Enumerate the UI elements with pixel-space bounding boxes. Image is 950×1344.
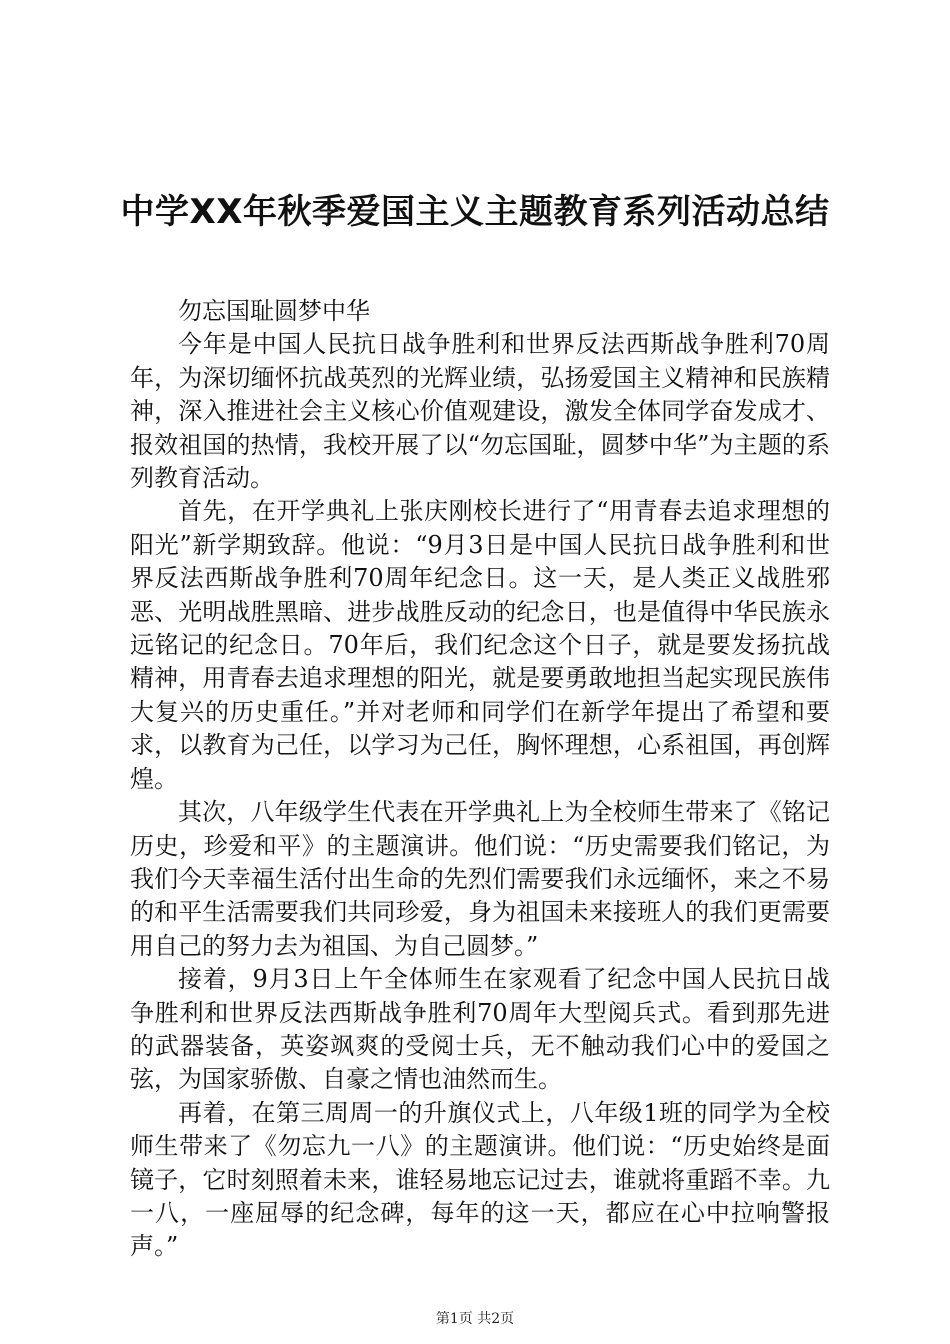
document-body <box>130 295 830 1264</box>
body-paragraph: 接着，9月3日上午全体师生在家观看了纪念中国人民抗日战争胜利和世界反法西斯战争胜利70周年大型阅兵式。看到那先进的武器装备，英姿飒爽的受阅士兵，无不触动我们心中的爱国之弦，为国家骄傲、自豪之情也油然而生。 <box>130 965 830 1094</box>
body-paragraph: 其次，八年级学生代表在开学典礼上为全校师生带来了《铭记历史，珍爱和平》的主题演讲。他们说：“历史需要我们铭记，为我们今天幸福生活付出生命的先烈们需要我们永远缅怀，来之不易的和平生活需要我们共同珍爱，身为祖国未来接班人的我们更需要用自己的努力去为祖国、为自己圆梦。” <box>130 798 830 960</box>
document-title: 中学XX年秋季爱国主义主题教育系列活动总结 <box>120 192 830 232</box>
page-number-footer: 第1页 共2页 <box>435 1311 515 1327</box>
document-subtitle: 勿忘国耻圆梦中华 <box>178 297 370 325</box>
body-paragraph: 再着，在第三周周一的升旗仪式上，八年级1班的同学为全校师生带来了《勿忘九一八》的主题演讲。他们说：“历史始终是面镜子，它时刻照着未来，谁轻易地忘记过去，谁就将重蹈不幸。九一八，一座屈辱的纪念碑，每年的这一天，都应在心中拉响警报声。” <box>130 1098 830 1261</box>
body-paragraph: 首先，在开学典礼上张庆刚校长进行了“用青春去追求理想的阳光”新学期致辞。他说：“9月3日是中国人民抗日战争胜利和世界反法西斯战争胜利70周年纪念日。这一天，是人类正义战胜邪恶、光明战胜黑暗、进步战胜反动的纪念日，也是值得中华民族永远铭记的纪念日。70年后，我们纪念这个日子，就是要发扬抗战精神，用青春去追求理想的阳光，就是要勇敢地担当起实现民族伟大复兴的历史重任。”并对老师和同学们在新学年提出了希望和要求，以教育为己任，以学习为己任，胸怀理想，心系祖国，再创辉煌。 <box>130 497 830 793</box>
body-paragraph: 今年是中国人民抗日战争胜利和世界反法西斯战争胜利70周年，为深切缅怀抗战英烈的光辉业绩，弘扬爱国主义精神和民族精神，深入推进社会主义核心价值观建设，激发全体同学奋发成才、报效祖国的热情，我校开展了以“勿忘国耻，圆梦中华”为主题的系列教育活动。 <box>130 330 830 493</box>
